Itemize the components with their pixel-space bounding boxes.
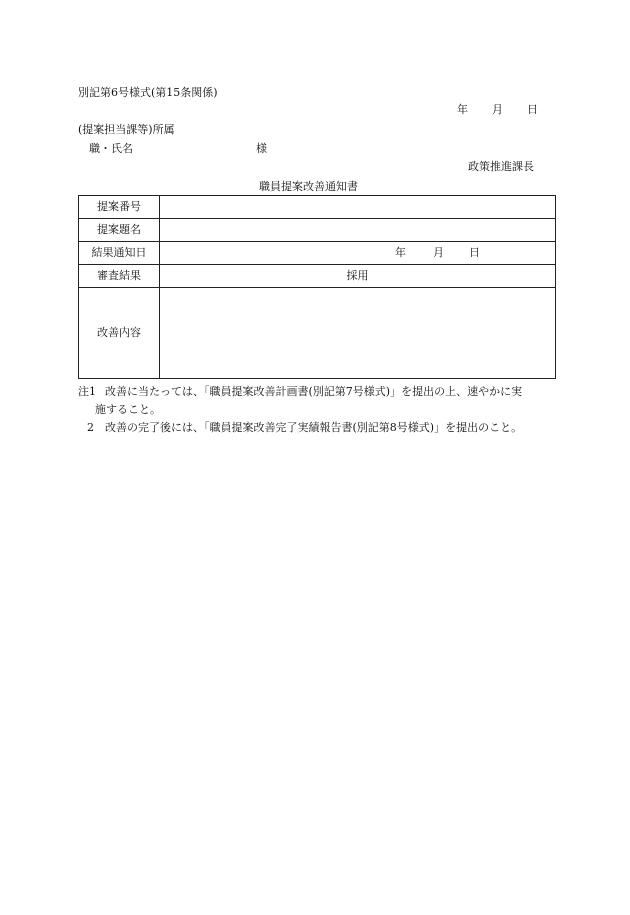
recipient-name-label: 職・氏名 — [89, 142, 133, 155]
note-2-prefix: 2 — [87, 421, 94, 434]
note-2-line-1: 改善の完了後には、「職員提案改善完了実績報告書(別記第8号様式)」を提出のこと。 — [105, 421, 523, 434]
table-row — [79, 242, 556, 265]
form-reference: 別記第6号様式(第15条関係) — [78, 86, 218, 99]
table-row — [79, 265, 556, 288]
recipient-department: (提案担当課等)所属 — [78, 123, 175, 136]
issue-date-day: 日 — [527, 103, 538, 116]
proposal-title-label: 提案題名 — [79, 219, 160, 242]
note-1-prefix: 注1 — [78, 385, 96, 398]
table-row — [79, 219, 556, 242]
proposal-title-value — [160, 219, 556, 242]
note-1-line-2: 施すること。 — [95, 403, 161, 416]
proposal-number-label: 提案番号 — [79, 196, 160, 219]
notify-date-year: 年 — [395, 246, 406, 259]
sender-title: 政策推進課長 — [468, 160, 534, 173]
proposal-table — [78, 195, 556, 379]
table-row — [79, 288, 556, 379]
notify-date-label: 結果通知日 — [79, 242, 160, 265]
notify-date-month: 月 — [433, 246, 444, 259]
review-result-label: 審査結果 — [79, 265, 160, 288]
review-result-value: 採用 — [160, 265, 556, 288]
issue-date-month: 月 — [492, 103, 503, 116]
notify-date-day: 日 — [469, 246, 480, 259]
proposal-number-value — [160, 196, 556, 219]
table-row — [79, 196, 556, 219]
notify-date-value — [160, 242, 556, 265]
issue-date-year: 年 — [457, 103, 468, 116]
improvement-content-value — [160, 288, 556, 379]
document-title: 職員提案改善通知書 — [259, 180, 358, 193]
honorific: 様 — [256, 142, 267, 155]
improvement-content-label: 改善内容 — [79, 288, 160, 379]
note-1-line-1: 改善に当たっては、「職員提案改善計画書(別記第7号様式)」を提出の上、速やかに実 — [105, 385, 523, 398]
